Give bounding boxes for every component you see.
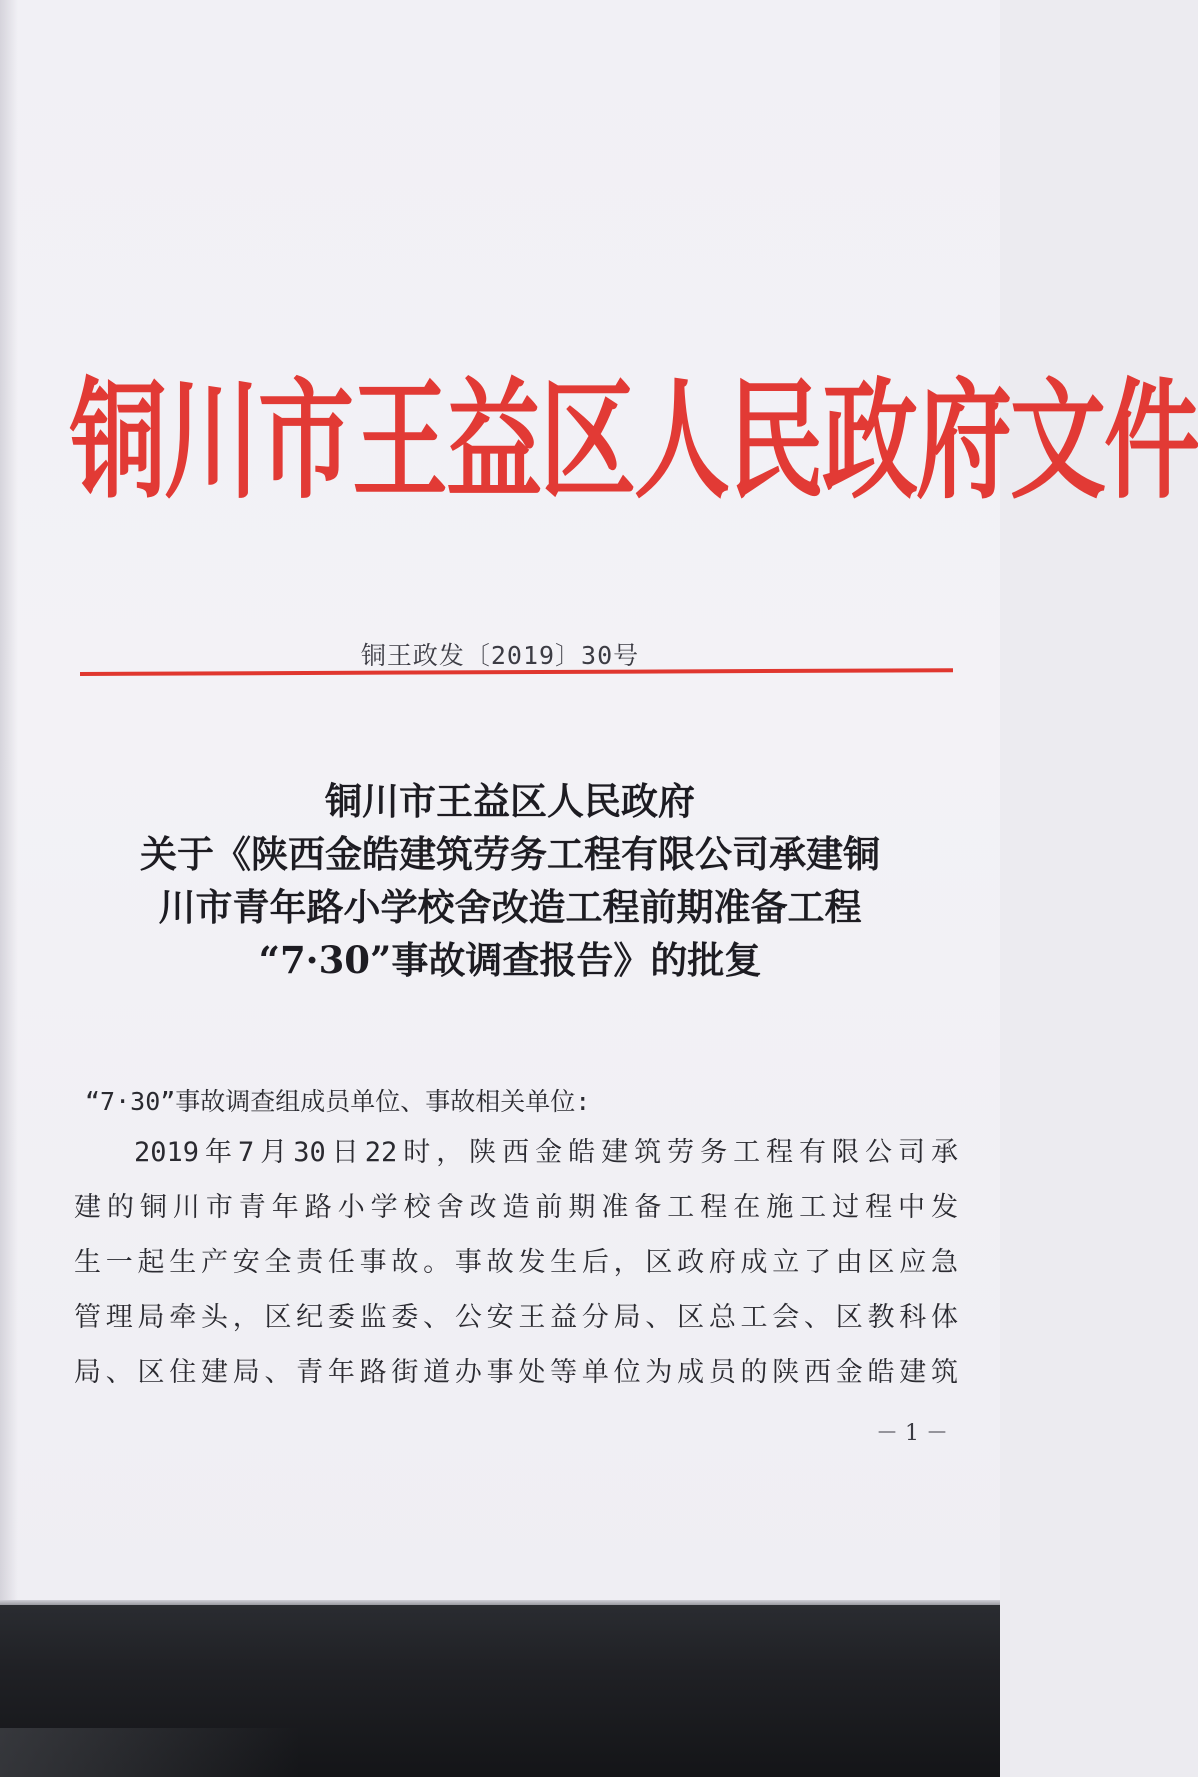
body-paragraph — [74, 1125, 958, 1400]
document-number: 铜王政发〔2019〕30号 — [360, 641, 640, 670]
desk-glint — [0, 1728, 300, 1777]
body-line-2: 建的铜川市青年路小学校舍改造前期准备工程在施工过程中发 — [74, 1192, 958, 1223]
salutation: “7·30”事故调查组成员单位、事故相关单位: — [85, 1087, 591, 1116]
title-line-4: “7·30”事故调查报告》的批复 — [258, 938, 762, 982]
title-line-1: 铜川市王益区人民政府 — [325, 779, 695, 823]
body-line-3: 生一起生产安全责任事故。事故发生后，区政府成立了由区应急 — [74, 1247, 958, 1278]
body-line-4: 管理局牵头，区纪委监委、公安王益分局、区总工会、区教科体 — [74, 1302, 958, 1333]
body-line-5: 局、区住建局、青年路街道办事处等单位为成员的陕西金皓建筑 — [74, 1357, 958, 1388]
page-number: － 1 － — [876, 1421, 948, 1446]
title-line-3: 川市青年路小学校舍改造工程前期准备工程 — [158, 885, 862, 929]
body-line-1: 2019年7月30日22时，陕西金皓建筑劳务工程有限公司承 — [134, 1137, 958, 1168]
page-edge-shadow — [0, 0, 18, 1610]
red-header-title: 铜川市王益区人民政府文件 — [70, 365, 1198, 517]
document-title — [70, 775, 950, 987]
title-line-2: 关于《陕西金皓建筑劳务工程有限公司承建铜 — [140, 832, 880, 876]
